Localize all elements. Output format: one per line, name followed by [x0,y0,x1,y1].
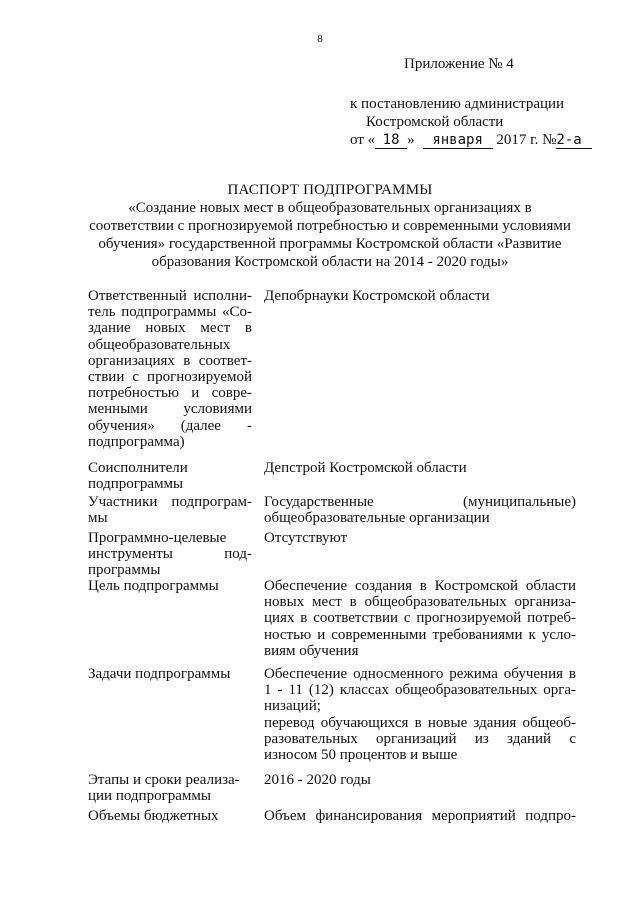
document-title [80,181,580,271]
row-label-line: потребностью и совре- [88,385,252,402]
row-value [264,494,576,526]
row-label-line: Ответственный исполни- [88,288,252,304]
title-line-3: обучения» государственной программы Костромской области «Развитие [98,236,562,252]
row-label [88,578,252,594]
row-value [264,772,576,788]
decree-day: 18 [375,133,407,149]
row-value [264,288,576,304]
row-value [264,808,576,824]
row-value-line: перевод обучающихся в новые здания общеоб- [264,714,576,731]
decree-year: 2017 г. № [496,132,557,148]
title-line-1: «Создание новых мест в общеобразовательных организациях в [128,200,532,216]
row-label-line: Соисполнители [88,460,188,476]
row-label-line: ствии с прогнозируемой [88,369,252,386]
row-label-line: подпрограммы [88,476,184,493]
row-value [264,578,576,659]
row-value-line: Депстрой Костромской области [264,460,467,476]
row-label-line: общеобразовательных [88,336,231,353]
row-label [88,288,252,450]
row-label-line: подпрограмма) [88,433,185,450]
row-label [88,772,252,804]
title-line-4: образования Костромской области на 2014 - 2020 годы» [151,254,509,270]
row-value-line: общеобразовательные организации [264,510,490,527]
row-value-line: виям обучения [264,642,359,659]
row-label-line: инструменты под- [88,546,252,563]
row-label-line: Этапы и сроки реализа- [88,772,240,788]
row-label-line: Программно-целевые [88,530,227,546]
row-label [88,808,252,824]
row-label [88,530,252,579]
title-main: ПАСПОРТ ПОДПРОГРАММЫ [227,182,433,198]
row-label-line: Цель подпрограммы [88,578,219,594]
row-value-line: циях в соответствии с прогнозируемой потреб- [264,610,576,627]
row-label-line: организациях в соответ- [88,352,252,369]
row-value-line: 1 - 11 (12) классах общеобразовательных орга- [264,682,576,699]
row-value-line: новых мест в общеобразовательных организа- [264,594,576,611]
title-line-2: соответствии с прогнозируемой потребностью и современными условиями [89,218,571,234]
row-value-line: Депобрнауки Костромской области [264,288,490,304]
row-label [88,494,252,526]
date-prefix: от « [350,132,376,148]
row-value-line: Отсутствуют [264,530,348,546]
row-label [88,666,252,682]
decree-month: января [423,133,493,149]
row-label-line: менными условиями [88,401,252,418]
row-value-line: разовательных организаций из зданий с [264,730,576,747]
row-value-line: Обеспечение создания в Костромской области [264,578,576,594]
row-value [264,530,576,546]
appendix-label: Приложение № 4 [404,56,514,72]
row-label-line: здание новых мест в [88,320,252,337]
row-label-line: ции подпрограммы [88,788,211,805]
row-label-line: мы [88,510,108,527]
row-label-line: обучения» (далее - [88,417,252,434]
row-value-line: Обеспечение односменного режима обучения в [264,666,576,682]
decree-date-line [350,131,592,149]
decree-number: 2-а [556,133,592,149]
decree-line-2: Костромской области [366,114,504,130]
row-label-line: Объемы бюджетных [88,808,219,824]
row-value [264,460,576,476]
row-value-line: низаций; [264,698,321,715]
row-label-line: программы [88,562,161,579]
row-label-line: Задачи подпрограммы [88,666,231,682]
row-value-line: ностью и современными требованиями к усло- [264,626,576,643]
row-value-line: Объем финансирования мероприятий подпро- [264,808,576,824]
row-value-line: 2016 - 2020 годы [264,772,371,788]
decree-line-1: к постановлению администрации [350,96,565,112]
row-label [88,460,252,492]
row-value-line: Государственные (муниципальные) [264,494,576,510]
row-label-line: Участники подпрограм- [88,494,252,510]
row-label-line: тель подпрограммы «Со- [88,304,252,321]
decree-reference [350,95,592,149]
row-value-line: износом 50 процентов и выше [264,747,458,764]
date-mid: » [407,132,415,148]
page-number: 8 [317,33,323,45]
row-value [264,666,576,763]
